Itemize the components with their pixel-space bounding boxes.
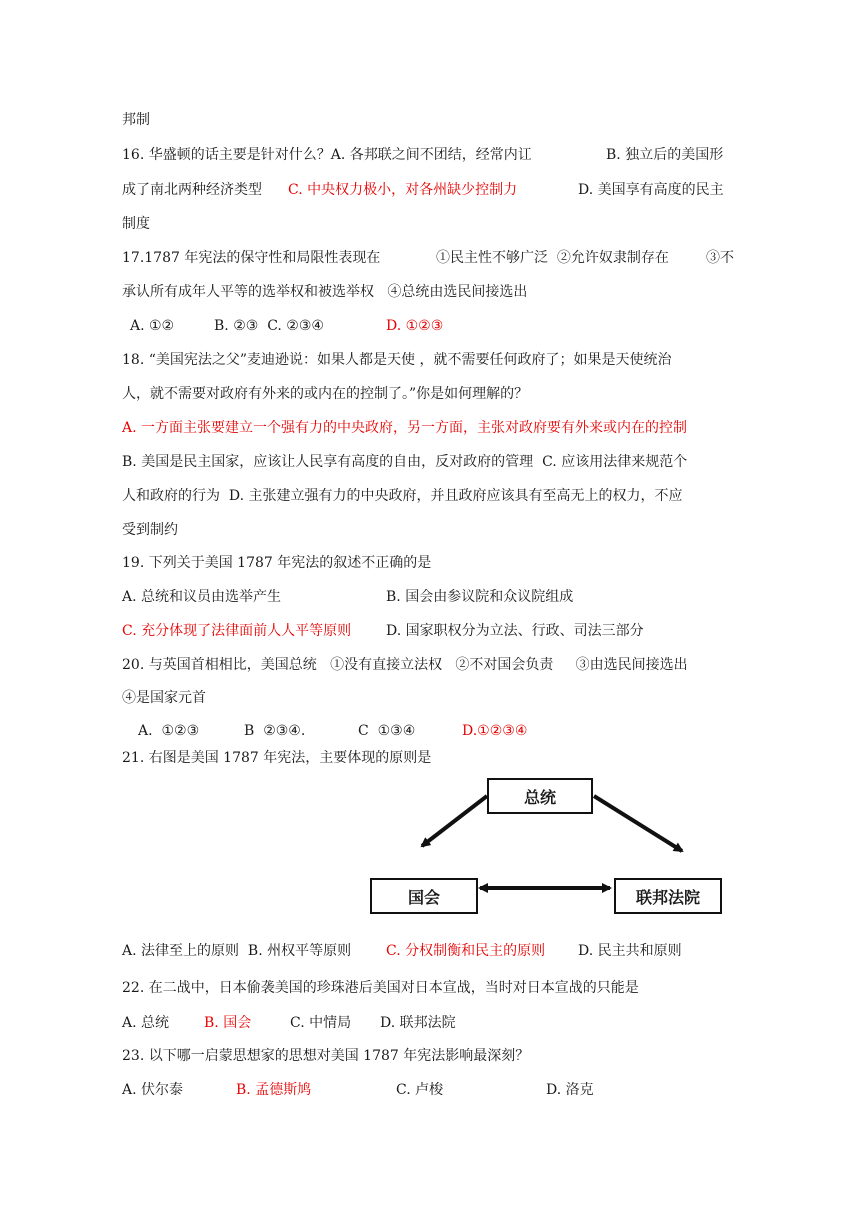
question-17-items: ①民主性不够广泛 ②允许奴隶制存在 bbox=[436, 250, 669, 266]
federal-court-box: 联邦法院 bbox=[614, 878, 722, 914]
question-23-option-a: A. 伏尔泰 bbox=[122, 1082, 184, 1098]
question-16-line-3: 制度 bbox=[122, 216, 150, 232]
question-22-option-d: D. 联邦法院 bbox=[380, 1015, 456, 1031]
question-18-option-b: B. 美国是民主国家，应该让人民享有高度的自由，反对政府的管理 C. 应该用法律来规范个 bbox=[122, 454, 688, 470]
question-20-text: 20. 与英国首相相比，美国总统 ①没有直接立法权 ②不对国会负责 ③由选民间接选出 bbox=[122, 657, 688, 673]
arrow-president-to-court bbox=[594, 796, 682, 851]
arrow-president-to-congress bbox=[422, 796, 487, 846]
question-17-line-2: 承认所有成年人平等的选举权和被选举权 ④总统由选民间接选出 bbox=[122, 284, 528, 300]
question-19-option-d: D. 国家职权分为立法、行政、司法三部分 bbox=[386, 623, 644, 639]
question-18-text: 18. “美国宪法之父”麦迪逊说：如果人都是天使 ，就不需要任何政府了；如果是天使统治 bbox=[122, 352, 672, 368]
question-23-option-d: D. 洛克 bbox=[546, 1082, 594, 1098]
question-20-line-2: ④是国家元首 bbox=[122, 690, 206, 706]
question-22-text: 22. 在二战中，日本偷袭美国的珍珠港后美国对日本宣战，当时对日本宣战的只能是 bbox=[122, 980, 639, 996]
question-16-answer: C. 中央权力极小，对各州缺少控制力 bbox=[288, 182, 518, 198]
question-17-text: 17.1787 年宪法的保守性和局限性表现在 bbox=[122, 250, 381, 266]
question-18-answer: A. 一方面主张要建立一个强有力的中央政府，另一方面，主张对政府要有外来或内在的控制 bbox=[122, 420, 688, 436]
question-23-option-c: C. 卢梭 bbox=[396, 1082, 444, 1098]
question-19-option-a: A. 总统和议员由选举产生 bbox=[122, 589, 282, 605]
question-21-answer: C. 分权制衡和民主的原则 bbox=[386, 943, 546, 959]
question-17-option-a: A. ①② bbox=[130, 318, 175, 334]
question-20-option-c: C ①③④ bbox=[358, 723, 416, 739]
question-17-answer: D. ①②③ bbox=[386, 318, 444, 334]
question-16-option-b: B. 独立后的美国形 bbox=[606, 147, 724, 163]
question-21-options-ab: A. 法律至上的原则 B. 州权平等原则 bbox=[122, 943, 352, 959]
question-18-line-2: 人，就不需要对政府有外来的或内在的控制了。”你是如何理解的？ bbox=[122, 386, 529, 402]
question-22-answer: B. 国会 bbox=[204, 1015, 252, 1031]
text-line: 邦制 bbox=[122, 112, 150, 128]
question-22-option-a: A. 总统 bbox=[122, 1015, 170, 1031]
question-20-option-a: A. ①②③ bbox=[138, 723, 200, 739]
question-17-options-bc: B. ②③ C. ②③④ bbox=[214, 318, 324, 334]
question-21-option-d: D. 民主共和原则 bbox=[578, 943, 682, 959]
question-22-option-c: C. 中情局 bbox=[290, 1015, 352, 1031]
question-19-option-b: B. 国会由参议院和众议院组成 bbox=[386, 589, 574, 605]
question-20-answer: D.①②③④ bbox=[462, 723, 528, 739]
question-16-line-2: 成了南北两种经济类型 bbox=[122, 182, 262, 198]
question-23-answer: B. 孟德斯鸠 bbox=[236, 1082, 312, 1098]
congress-box: 国会 bbox=[370, 878, 478, 914]
question-19-answer: C. 充分体现了法律面前人人平等原则 bbox=[122, 623, 352, 639]
question-17-items-end: ③不 bbox=[706, 250, 734, 266]
question-23-text: 23. 以下哪一启蒙思想家的思想对美国 1787 年宪法影响最深刻？ bbox=[122, 1048, 530, 1064]
question-20-option-b: B ②③④. bbox=[244, 723, 306, 739]
question-21-text: 21. 右图是美国 1787 年宪法，主要体现的原则是 bbox=[122, 750, 432, 766]
question-16-text: 16. 华盛顿的话主要是针对什么？A. 各邦联之间不团结，经常内讧 bbox=[122, 147, 532, 163]
question-18-line-6: 受到制约 bbox=[122, 522, 178, 538]
president-box: 总统 bbox=[487, 778, 593, 814]
question-19-text: 19. 下列关于美国 1787 年宪法的叙述不正确的是 bbox=[122, 555, 432, 571]
question-18-option-d: 人和政府的行为 D. 主张建立强有力的中央政府，并且政府应该具有至高无上的权力，不应 bbox=[122, 488, 683, 504]
question-16-option-d: D. 美国享有高度的民主 bbox=[578, 182, 724, 198]
